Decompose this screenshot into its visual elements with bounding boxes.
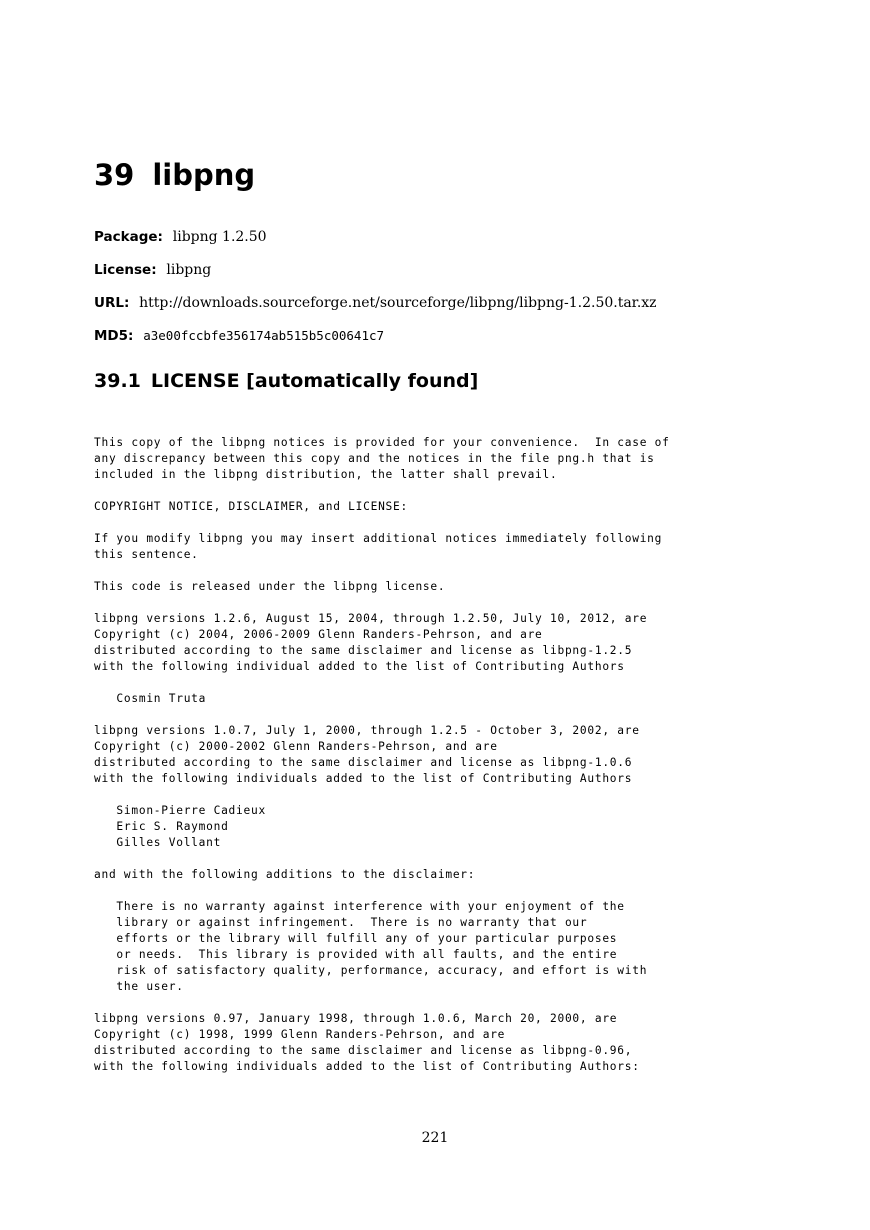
license-text-block: This copy of the libpng notices is provided for your convenience. In case of any discrepancy between this copy and the notices in the file png.h that is included in the libpng distribution, the latter shall prevail. COPYRIGHT NOTICE, DISCLAIMER, and LICENSE: If you modify libpng you may insert additional notices immediately following this sentence. This code is released under the libpng license. libpng versions 1.2.6, August 15, 2004, through 1.2.50, July 10, 2012, are Copyright (c) 2004, 2006-2009 Glenn Randers-Pehrson, and are distributed according to the same disclaimer and license as libpng-1.2.5 with the following individual added to the list of Contributing Authors Cosmin Truta libpng versions 1.0.7, July 1, 2000, through 1.2.5 - October 3, 2002, are Copyright (c) 2000-2002 Glenn Randers-Pehrson, and are distributed according to the same disclaimer and license as libpng-1.0.6 with the following individuals added to the list of Contributing Authors Simon-Pierre Cadieux Eric S. Raymond Gilles Vollant and with the following additions to the disclaimer: There is no warranty against interference with your enjoyment of the library or against infringement. There is no warranty that our efforts or the library will fulfill any of your particular purposes or needs. This library is provided with all faults, and the entire risk of satisfactory quality, performance, accuracy, and effort is with the user. libpng versions 0.97, January 1998, through 1.0.6, March 20, 2000, are Copyright (c) 1998, 1999 Glenn Randers-Pehrson, and are distributed according to the same disclaimer and license as libpng-0.96, with the following individuals added to the list of Contributing Authors: <box>94 436 670 1073</box>
md5-value: a3e00fccbfe356174ab515b5c00641c7 <box>143 328 385 343</box>
package-row <box>94 226 794 259</box>
url-value: http://downloads.sourceforge.net/sourceforge/libpng/libpng-1.2.50.tar.xz <box>139 295 657 311</box>
license-label: License: <box>94 262 157 278</box>
chapter-title <box>94 157 255 193</box>
md5-row <box>94 325 794 358</box>
section-title <box>94 368 478 394</box>
page-number: 221 <box>421 1130 449 1146</box>
package-label: Package: <box>94 229 163 245</box>
url-label: URL: <box>94 295 130 311</box>
chapter-number: 39 <box>94 158 135 192</box>
package-value: libpng 1.2.50 <box>172 229 267 245</box>
section-name: LICENSE [automatically found] <box>150 370 479 392</box>
license-row <box>94 259 794 292</box>
license-value: libpng <box>166 262 212 278</box>
url-row <box>94 292 794 325</box>
package-metadata <box>94 226 794 358</box>
section-number: 39.1 <box>94 370 141 392</box>
chapter-name: libpng <box>152 158 256 192</box>
md5-label: MD5: <box>94 328 134 344</box>
